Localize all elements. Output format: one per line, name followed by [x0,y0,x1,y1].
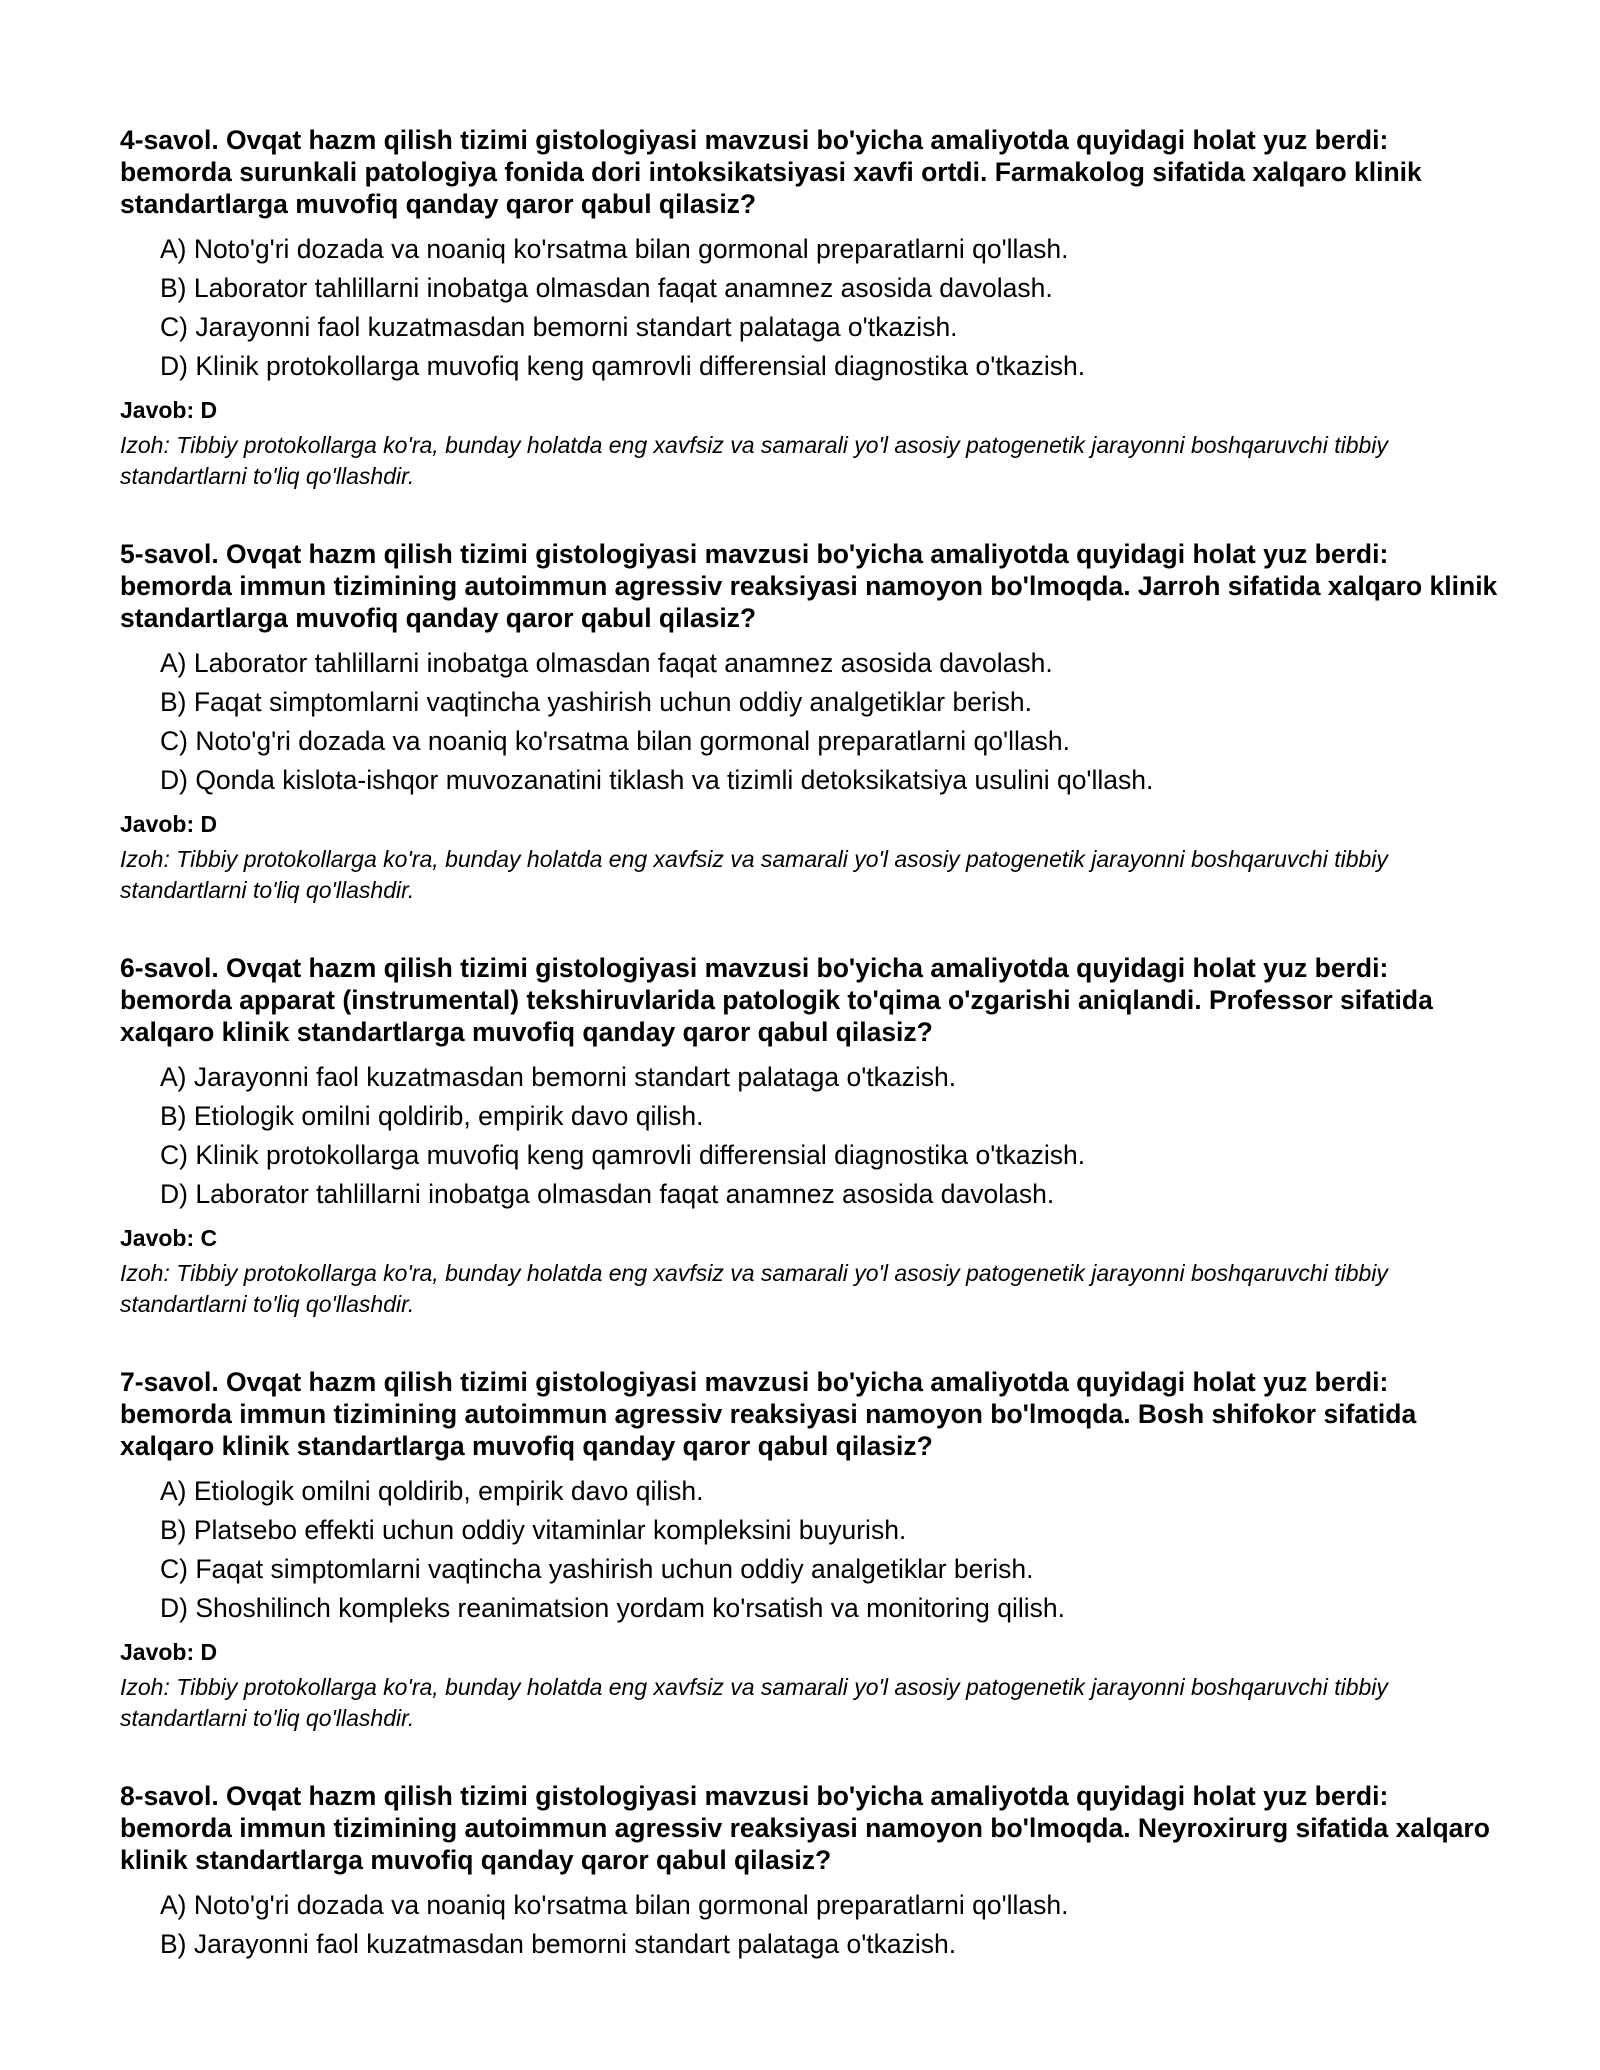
option-b: B) Platsebo effekti uchun oddiy vitaminlar kompleksini buyurish. [160,1515,907,1545]
question-block-8 [120,1780,1500,1964]
document-page [120,124,1500,2010]
options-list [120,1058,1500,1214]
question-text: 5-savol. Ovqat hazm qilish tizimi gistologiyasi mavzusi bo'yicha amaliyotda quyidagi holat yuz berdi: bemorda immun tizimining autoimmun agressiv reaksiyasi namoyon bo'lmoqda. Jarroh sifatida xalqaro klinik standartlarga muvofiq qanday qaror qabul qilasiz? [120,539,1498,633]
option-b: B) Jarayonni faol kuzatmasdan bemorni standart palataga o'tkazish. [160,1929,957,1959]
question-text: 6-savol. Ovqat hazm qilish tizimi gistologiyasi mavzusi bo'yicha amaliyotda quyidagi holat yuz berdi: bemorda apparat (instrumental) tekshiruvlarida patologik to'qima o'zgarishi aniqlandi. Professor sifatida xalqaro klinik standartlarga muvofiq qanday qaror qabul qilasiz? [120,953,1433,1047]
option-b: B) Etiologik omilni qoldirib, empirik davo qilish. [160,1101,704,1131]
explanation-note: Izoh: Tibbiy protokollarga ko'ra, bunday holatda eng xavfsiz va samarali yo'l asosiy patogenetik jarayonni boshqaruvchi tibbiy standartlarni to'liq qo'llashdir. [120,1260,1388,1317]
options-list [120,1886,1500,1964]
explanation-note: Izoh: Tibbiy protokollarga ko'ra, bunday holatda eng xavfsiz va samarali yo'l asosiy patogenetik jarayonni boshqaruvchi tibbiy standartlarni to'liq qo'llashdir. [120,432,1388,489]
options-list [120,1472,1500,1628]
question-block-6 [120,952,1500,1320]
options-list [120,644,1500,800]
answer-label: Javob: D [120,1639,218,1665]
option-b: B) Faqat simptomlarni vaqtincha yashirish uchun oddiy analgetiklar berish. [160,687,1032,717]
option-a: A) Noto'g'ri dozada va noaniq ko'rsatma bilan gormonal preparatlarni qo'llash. [160,1890,1069,1920]
question-text: 7-savol. Ovqat hazm qilish tizimi gistologiyasi mavzusi bo'yicha amaliyotda quyidagi holat yuz berdi: bemorda immun tizimining autoimmun agressiv reaksiyasi namoyon bo'lmoqda. Bosh shifokor sifatida xalqaro klinik standartlarga muvofiq qanday qaror qabul qilasiz? [120,1367,1417,1461]
answer-label: Javob: C [120,1225,218,1251]
explanation-note: Izoh: Tibbiy protokollarga ko'ra, bunday holatda eng xavfsiz va samarali yo'l asosiy patogenetik jarayonni boshqaruvchi tibbiy standartlarni to'liq qo'llashdir. [120,1674,1388,1731]
question-text: 8-savol. Ovqat hazm qilish tizimi gistologiyasi mavzusi bo'yicha amaliyotda quyidagi holat yuz berdi: bemorda immun tizimining autoimmun agressiv reaksiyasi namoyon bo'lmoqda. Neyroxirurg sifatida xalqaro klinik standartlarga muvofiq qanday qaror qabul qilasiz? [120,1781,1490,1875]
option-c: C) Noto'g'ri dozada va noaniq ko'rsatma bilan gormonal preparatlarni qo'llash. [160,726,1070,756]
option-c: C) Jarayonni faol kuzatmasdan bemorni standart palataga o'tkazish. [160,312,958,342]
option-c: C) Faqat simptomlarni vaqtincha yashirish uchun oddiy analgetiklar berish. [160,1554,1034,1584]
option-a: A) Jarayonni faol kuzatmasdan bemorni standart palataga o'tkazish. [160,1062,957,1092]
question-block-4 [120,124,1500,492]
question-text: 4-savol. Ovqat hazm qilish tizimi gistologiyasi mavzusi bo'yicha amaliyotda quyidagi holat yuz berdi: bemorda surunkali patologiya fonida dori intoksikatsiyasi xavfi ortdi. Farmakolog sifatida xalqaro klinik standartlarga muvofiq qanday qaror qabul qilasiz? [120,125,1422,219]
option-d: D) Klinik protokollarga muvofiq keng qamrovli differensial diagnostika o'tkazish. [160,351,1086,381]
option-b: B) Laborator tahlillarni inobatga olmasdan faqat anamnez asosida davolash. [160,273,1053,303]
answer-label: Javob: D [120,397,218,423]
option-a: A) Etiologik omilni qoldirib, empirik davo qilish. [160,1476,704,1506]
answer-label: Javob: D [120,811,218,837]
option-d: D) Shoshilinch kompleks reanimatsion yordam ko'rsatish va monitoring qilish. [160,1593,1065,1623]
option-d: D) Qonda kislota-ishqor muvozanatini tiklash va tizimli detoksikatsiya usulini qo'llash. [160,765,1154,795]
explanation-note: Izoh: Tibbiy protokollarga ko'ra, bunday holatda eng xavfsiz va samarali yo'l asosiy patogenetik jarayonni boshqaruvchi tibbiy standartlarni to'liq qo'llashdir. [120,846,1388,903]
options-list [120,230,1500,386]
option-d: D) Laborator tahlillarni inobatga olmasdan faqat anamnez asosida davolash. [160,1179,1055,1209]
option-a: A) Noto'g'ri dozada va noaniq ko'rsatma bilan gormonal preparatlarni qo'llash. [160,234,1069,264]
question-block-5 [120,538,1500,906]
option-c: C) Klinik protokollarga muvofiq keng qamrovli differensial diagnostika o'tkazish. [160,1140,1086,1170]
question-block-7 [120,1366,1500,1734]
option-a: A) Laborator tahlillarni inobatga olmasdan faqat anamnez asosida davolash. [160,648,1053,678]
